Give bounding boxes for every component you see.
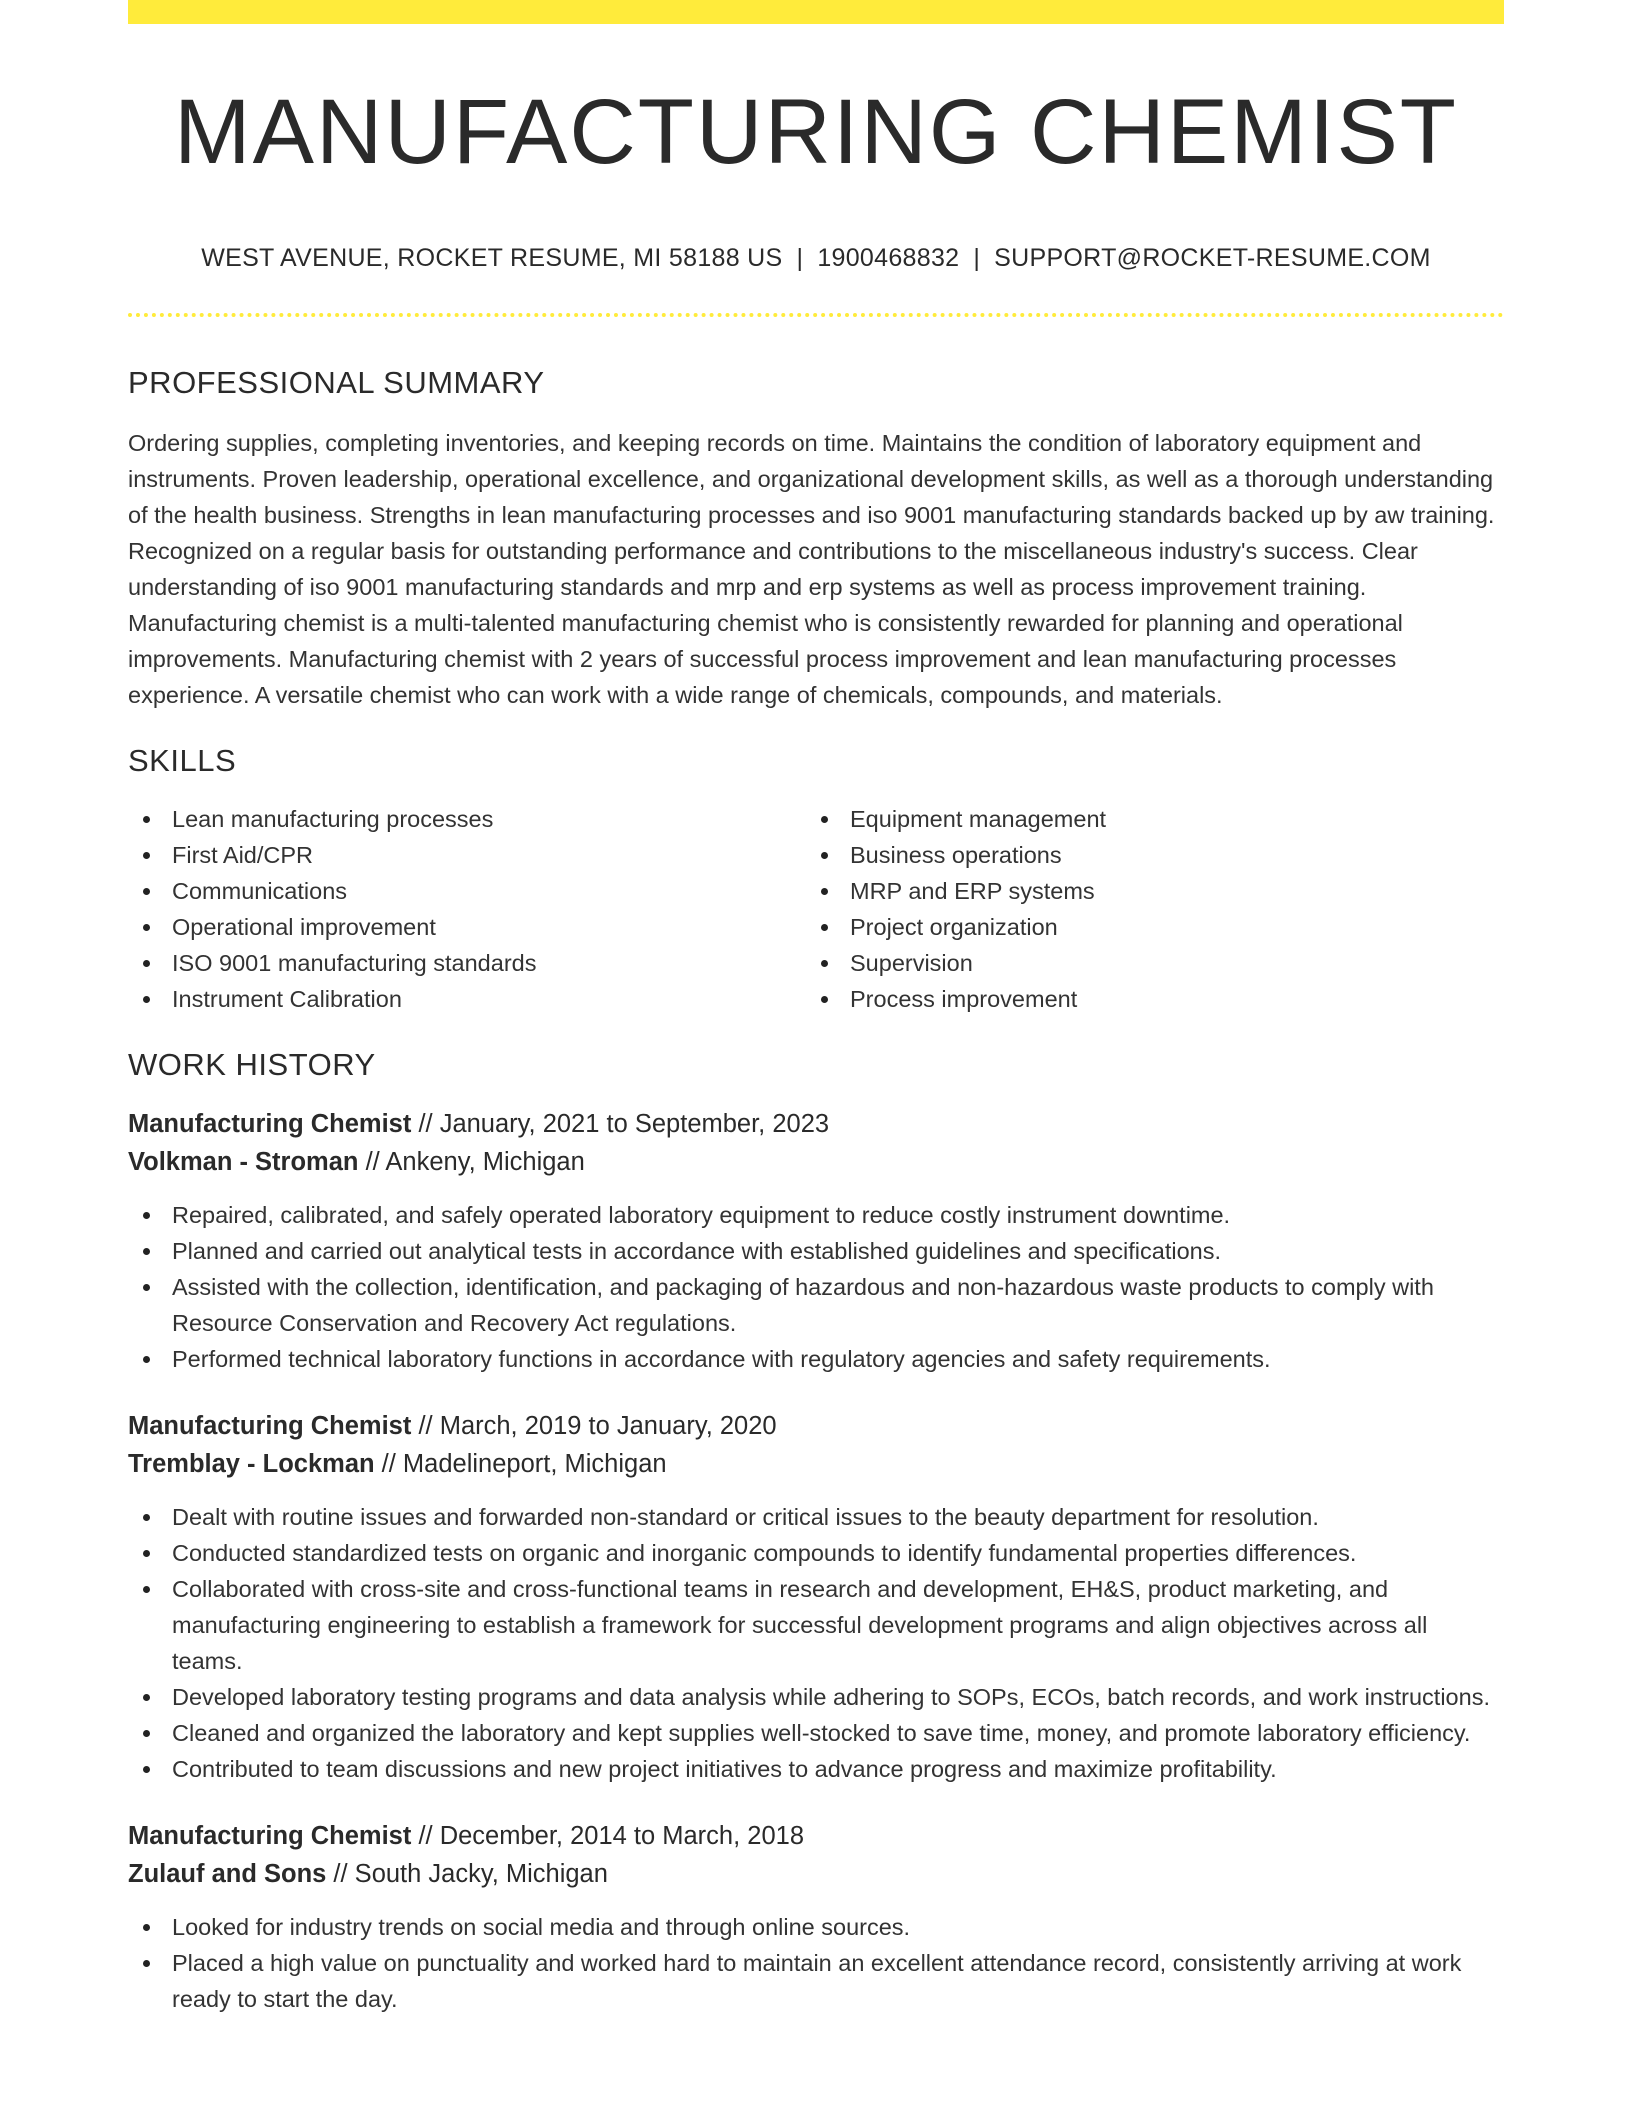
job-entry xyxy=(128,1407,1504,1787)
skills-column-right xyxy=(806,801,1484,1017)
skill-item: ISO 9001 manufacturing standards xyxy=(172,945,806,981)
skills-heading: SKILLS xyxy=(128,742,237,778)
skill-item: Instrument Calibration xyxy=(172,981,806,1017)
job-bullets xyxy=(128,1499,1504,1787)
job-bullet: Conducted standardized tests on organic and inorganic compounds to identify fundamental properties differences. xyxy=(172,1535,1504,1571)
job-bullet: Planned and carried out analytical tests in accordance with established guidelines and specifications. xyxy=(172,1233,1504,1269)
contact-address: WEST AVENUE, ROCKET RESUME, MI 58188 US xyxy=(201,243,783,272)
job-bullet: Repaired, calibrated, and safely operated laboratory equipment to reduce costly instrument downtime. xyxy=(172,1197,1504,1233)
header-divider xyxy=(128,313,1504,317)
job-company-line xyxy=(128,1445,1504,1483)
job-entry xyxy=(128,1817,1504,2017)
summary-heading: PROFESSIONAL SUMMARY xyxy=(128,364,545,400)
job-company-line xyxy=(128,1855,1504,1893)
contact-email: SUPPORT@ROCKET-RESUME.COM xyxy=(994,243,1431,272)
contact-separator: | xyxy=(796,243,804,272)
resume-page xyxy=(128,0,1504,2017)
job-bullets xyxy=(128,1909,1504,2017)
job-bullet: Performed technical laboratory functions in accordance with regulatory agencies and safety requirements. xyxy=(172,1341,1504,1377)
skill-item: Lean manufacturing processes xyxy=(172,801,806,837)
job-bullet: Dealt with routine issues and forwarded non-standard or critical issues to the beauty department for resolution. xyxy=(172,1499,1504,1535)
job-title-line xyxy=(128,1105,1504,1143)
skill-item: First Aid/CPR xyxy=(172,837,806,873)
work-history-heading: WORK HISTORY xyxy=(128,1046,376,1082)
job-bullet: Contributed to team discussions and new project initiatives to advance progress and maximize profitability. xyxy=(172,1751,1504,1787)
page-title: MANUFACTURING CHEMIST xyxy=(174,81,1458,183)
skill-item: Process improvement xyxy=(850,981,1484,1017)
job-bullet: Placed a high value on punctuality and worked hard to maintain an excellent attendance record, consistently arriving at work ready to start the day. xyxy=(172,1945,1504,2017)
skills-list xyxy=(128,801,1504,1017)
job-location: // Madelineport, Michigan xyxy=(374,1449,667,1478)
job-company: Zulauf and Sons xyxy=(128,1859,327,1888)
job-bullet: Assisted with the collection, identification, and packaging of hazardous and non-hazardous waste products to comply with Resource Conservation and Recovery Act regulations. xyxy=(172,1269,1504,1341)
job-bullet: Collaborated with cross-site and cross-functional teams in research and development, EH&S, product marketing, and manufacturing engineering to establish a framework for successful development programs and align objectives across all teams. xyxy=(172,1571,1504,1679)
contact-phone: 1900468832 xyxy=(817,243,960,272)
job-dates: // March, 2019 to January, 2020 xyxy=(411,1411,777,1440)
job-title-line xyxy=(128,1407,1504,1445)
skill-item: Project organization xyxy=(850,909,1484,945)
job-title-line xyxy=(128,1817,1504,1855)
skill-item: Operational improvement xyxy=(172,909,806,945)
contact-separator: | xyxy=(973,243,981,272)
contact-line xyxy=(128,244,1504,273)
job-bullet: Cleaned and organized the laboratory and kept supplies well-stocked to save time, money, and promote laboratory efficiency. xyxy=(172,1715,1504,1751)
work-history xyxy=(128,1105,1504,2017)
job-role: Manufacturing Chemist xyxy=(128,1411,412,1440)
skill-item: Supervision xyxy=(850,945,1484,981)
job-entry xyxy=(128,1105,1504,1377)
skill-item: MRP and ERP systems xyxy=(850,873,1484,909)
skill-item: Equipment management xyxy=(850,801,1484,837)
skill-item: Business operations xyxy=(850,837,1484,873)
job-company: Volkman - Stroman xyxy=(128,1147,359,1176)
job-location: // South Jacky, Michigan xyxy=(326,1859,608,1888)
summary-text: Ordering supplies, completing inventories, and keeping records on time. Maintains the condition of laboratory equipment and instruments. Proven leadership, operational excellence, and organizational development skills, as well as a thorough understanding of the health business. Strengths in lean manufacturing processes and iso 9001 manufacturing standards backed up by aw training. Recognized on a regular basis for outstanding performance and contributions to the miscellaneous industry's success. Clear understanding of iso 9001 manufacturing standards and mrp and erp systems as well as process improvement training. Manufacturing chemist is a multi-talented manufacturing chemist who is consistently rewarded for planning and operational improvements. Manufacturing chemist with 2 years of successful process improvement and lean manufacturing processes experience. A versatile chemist who can work with a wide range of chemicals, compounds, and materials. xyxy=(128,429,1495,708)
job-company: Tremblay - Lockman xyxy=(128,1449,375,1478)
job-company-line xyxy=(128,1143,1504,1181)
job-bullet: Developed laboratory testing programs and data analysis while adhering to SOPs, ECOs, batch records, and work instructions. xyxy=(172,1679,1504,1715)
job-dates: // December, 2014 to March, 2018 xyxy=(411,1821,804,1850)
accent-top-bar xyxy=(128,0,1504,24)
job-bullets xyxy=(128,1197,1504,1377)
skill-item: Communications xyxy=(172,873,806,909)
skills-column-left xyxy=(128,801,806,1017)
job-location: // Ankeny, Michigan xyxy=(358,1147,585,1176)
job-role: Manufacturing Chemist xyxy=(128,1821,412,1850)
job-bullet: Looked for industry trends on social media and through online sources. xyxy=(172,1909,1504,1945)
job-role: Manufacturing Chemist xyxy=(128,1109,412,1138)
job-dates: // January, 2021 to September, 2023 xyxy=(411,1109,830,1138)
